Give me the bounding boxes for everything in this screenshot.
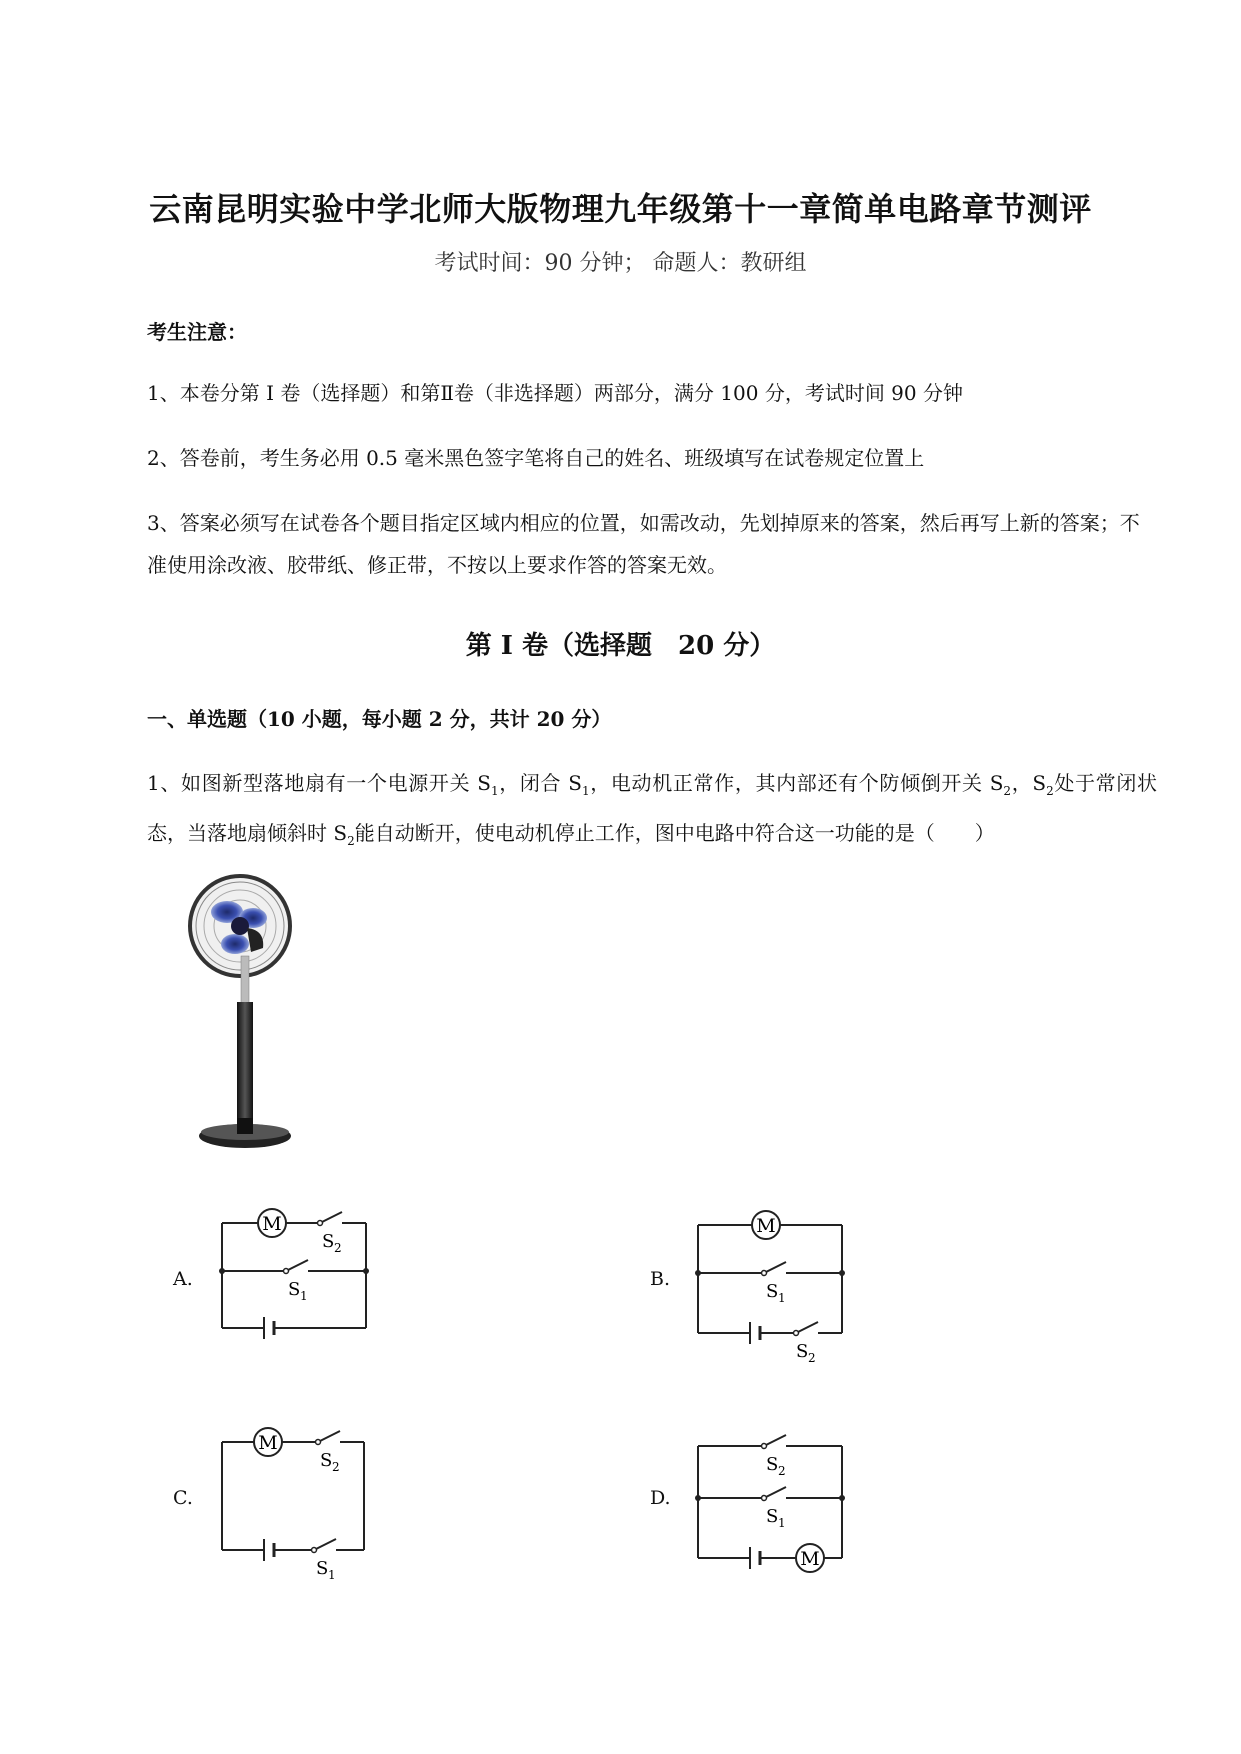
notice-item-1: 1、本卷分第 I 卷（选择题）和第Ⅱ卷（非选择题）两部分，满分 100 分，考试时间 90 分钟 (147, 381, 963, 405)
svg-text:S: S (766, 1454, 779, 1475)
svg-text:S: S (796, 1341, 809, 1362)
notice-item-3: 3、答案必须写在试卷各个题目指定区域内相应的位置，如需改动，先划掉原来的答案，然后再写上新的答案；不准使用涂改液、胶带纸、修正带，不按以上要求作答的答案无效。 (147, 511, 1140, 577)
svg-text:2: 2 (808, 1351, 816, 1365)
option-a-label: A. (173, 1268, 193, 1290)
floor-fan-image (185, 868, 315, 1158)
option-b-label: B. (650, 1268, 671, 1290)
svg-text:1: 1 (328, 1568, 336, 1582)
svg-text:S: S (320, 1450, 333, 1471)
section-title: 第 I 卷（选择题 20 分） (465, 631, 776, 661)
svg-text:1: 1 (300, 1289, 308, 1303)
notice-item-2: 2、答卷前，考生务必用 0.5 毫米黑色签字笔将自己的姓名、班级填写在试卷规定位置上 (147, 446, 925, 470)
circuit-diagram-d (688, 1410, 858, 1585)
svg-text:S: S (288, 1279, 301, 1300)
svg-text:M: M (800, 1548, 820, 1570)
svg-text:1: 1 (778, 1516, 786, 1530)
svg-text:M: M (262, 1213, 282, 1235)
svg-text:M: M (258, 1432, 278, 1454)
exam-info: 考试时间：90 分钟； 命题人：教研组 (434, 251, 807, 276)
circuit-diagram-b (688, 1195, 858, 1370)
question-group-heading: 一、单选题（10 小题，每小题 2 分，共计 20 分） (147, 707, 612, 731)
svg-text:2: 2 (332, 1460, 340, 1474)
circuit-diagram-a (210, 1195, 380, 1345)
option-c-label: C. (173, 1487, 193, 1509)
svg-text:M: M (756, 1215, 776, 1237)
svg-text:S: S (766, 1506, 779, 1527)
option-d-label: D. (650, 1487, 671, 1509)
svg-text:S: S (766, 1281, 779, 1302)
svg-text:2: 2 (334, 1241, 342, 1255)
svg-text:S: S (322, 1231, 335, 1252)
svg-text:2: 2 (778, 1464, 786, 1478)
svg-text:S: S (316, 1558, 329, 1579)
page-title: 云南昆明实验中学北师大版物理九年级第十一章简单电路章节测评 (149, 190, 1092, 228)
circuit-diagram-c (210, 1410, 380, 1585)
question-1-text: 1、如图新型落地扇有一个电源开关 $S_1$，闭合 $S_1$，电动机正常作，其内部还有个防倾倒开关 $S_2$，$S_2$处于常闭状态，当落地扇倾斜时 $S_2$能自动断开，使电动机停止工作，图中电路中符合这一功能的是（ ） (147, 771, 1157, 848)
notice-heading: 考生注意： (147, 320, 247, 344)
svg-text:1: 1 (778, 1291, 786, 1305)
